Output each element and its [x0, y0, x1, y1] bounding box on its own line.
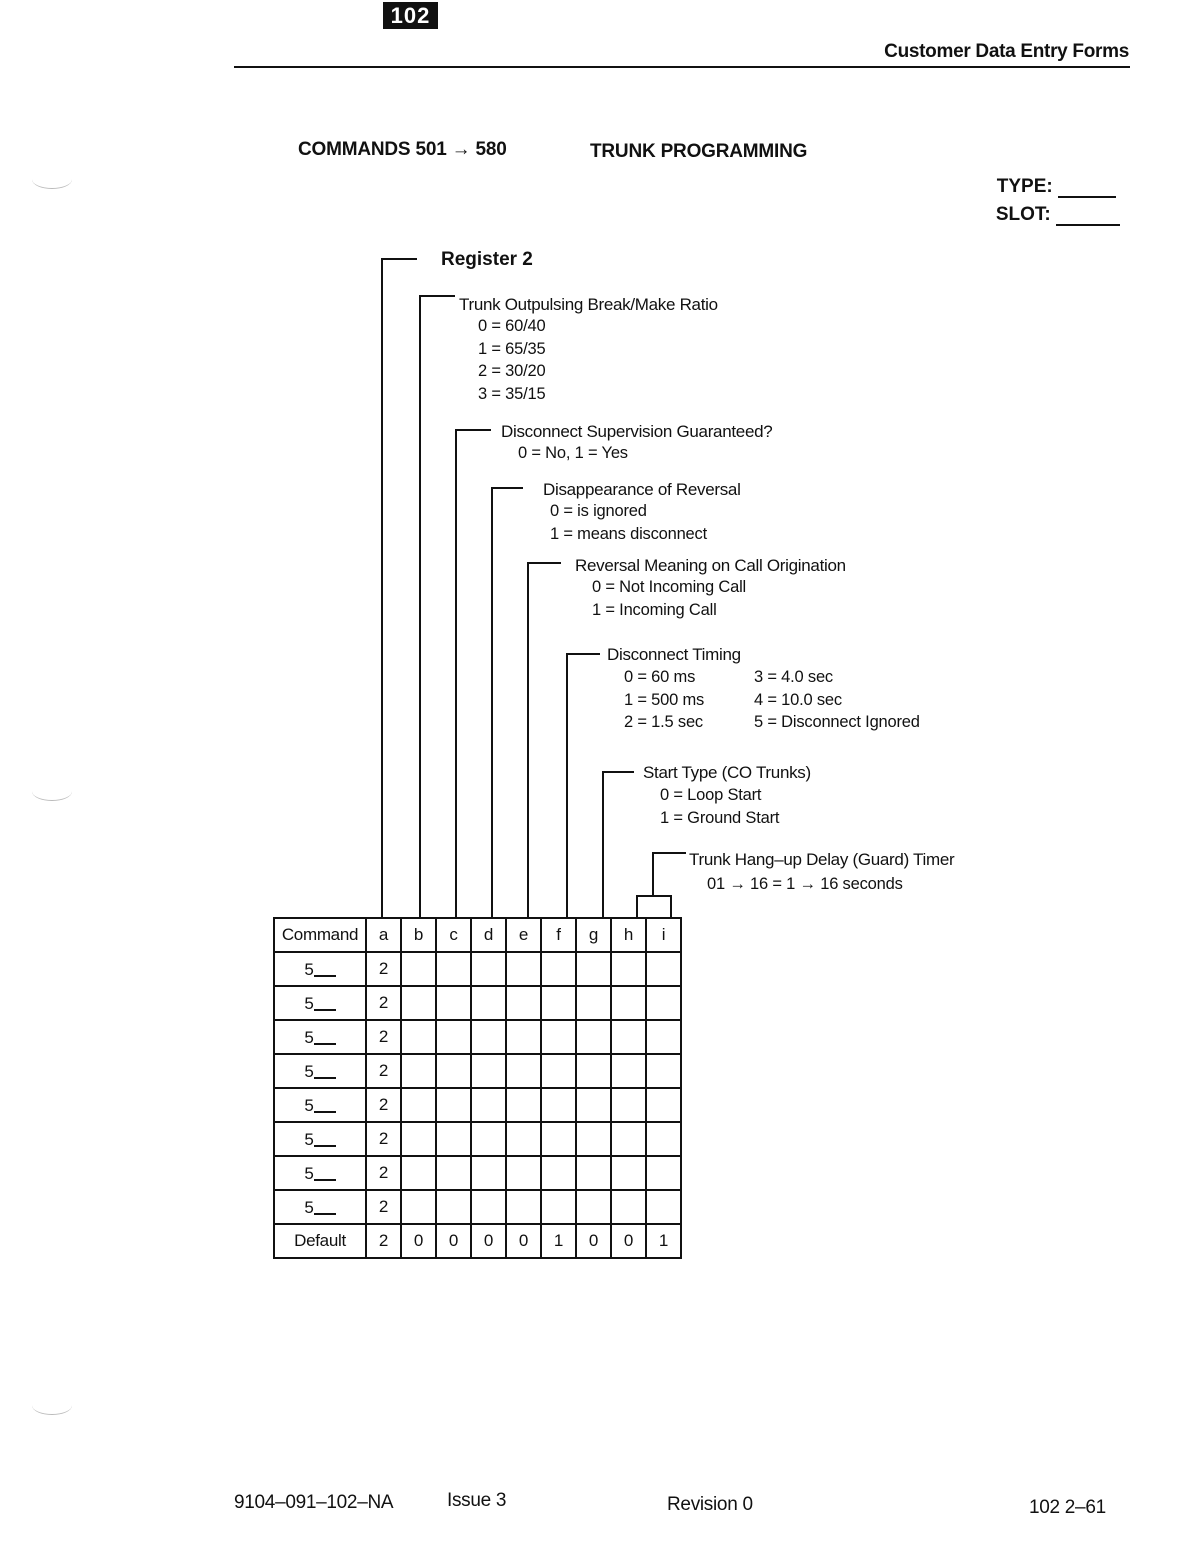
slot-label: SLOT: [995, 204, 1051, 225]
command-range: COMMANDS 501 → 580 [298, 139, 507, 160]
cell-d[interactable] [471, 1190, 506, 1224]
type-field[interactable] [997, 176, 1116, 198]
command-prefix: 5 [304, 1027, 314, 1047]
header-g: g [576, 918, 611, 952]
command-cell[interactable] [274, 1054, 366, 1088]
cell-i[interactable] [646, 1088, 681, 1122]
option: 1 = 500 ms [624, 690, 705, 709]
cell-d[interactable] [471, 952, 506, 986]
cell-h[interactable] [611, 1088, 646, 1122]
slot-field[interactable] [996, 204, 1120, 226]
command-prefix: 5 [304, 959, 314, 979]
option: 0 = is ignored [550, 502, 647, 520]
leader-c [455, 429, 457, 919]
page-title: TRUNK PROGRAMMING [590, 141, 808, 162]
page-badge: 102 [383, 2, 438, 29]
command-prefix: 5 [304, 1197, 314, 1217]
cell-a: 2 [366, 1088, 401, 1122]
header-rule [234, 66, 1130, 68]
cell-f[interactable] [541, 952, 576, 986]
command-cell[interactable] [274, 1122, 366, 1156]
cell-b[interactable] [401, 952, 436, 986]
table-row [274, 986, 681, 1020]
cell-g[interactable] [576, 1122, 611, 1156]
table-row [274, 1054, 681, 1088]
cell-f[interactable] [541, 986, 576, 1020]
command-prefix: 5 [304, 1095, 314, 1115]
cell-h[interactable] [611, 986, 646, 1020]
cell-f[interactable] [541, 1054, 576, 1088]
leader-d-tick [491, 487, 523, 489]
type-label: TYPE: [996, 176, 1053, 197]
cell-i[interactable] [646, 1190, 681, 1224]
cell-h[interactable] [611, 1122, 646, 1156]
cell-c[interactable] [436, 1054, 471, 1088]
field-b-title: Trunk Outpulsing Break/Make Ratio [459, 295, 718, 314]
cell-a: 2 [366, 1156, 401, 1190]
default-row [274, 1224, 681, 1258]
cell-b[interactable] [401, 1088, 436, 1122]
cell-h[interactable] [611, 1190, 646, 1224]
option: 0 = Not Incoming Call [592, 578, 747, 596]
command-prefix: 5 [304, 1163, 314, 1183]
default-f: 1 [541, 1224, 576, 1258]
cell-e[interactable] [506, 1190, 541, 1224]
cell-g[interactable] [576, 1190, 611, 1224]
cell-g[interactable] [576, 1156, 611, 1190]
command-blank[interactable] [314, 993, 336, 1011]
field-f-options-col1 [624, 666, 704, 734]
cell-c[interactable] [436, 986, 471, 1020]
cell-c[interactable] [436, 1156, 471, 1190]
cell-d[interactable] [471, 1156, 506, 1190]
command-blank[interactable] [314, 1163, 336, 1181]
cell-g[interactable] [576, 1020, 611, 1054]
option: 0 = No, 1 = Yes [518, 444, 628, 462]
command-prefix: 5 [304, 993, 314, 1013]
leader-g [602, 771, 604, 919]
field-c-title: Disconnect Supervision Guaranteed? [501, 422, 773, 441]
option: 2 = 30/20 [478, 362, 546, 380]
option: 1 = 65/35 [478, 339, 546, 358]
table-row [274, 1190, 681, 1224]
cell-e[interactable] [506, 952, 541, 986]
cell-d[interactable] [471, 986, 506, 1020]
command-prefix: 5 [304, 1129, 314, 1149]
command-blank[interactable] [314, 959, 336, 977]
header-f: f [541, 918, 576, 952]
cell-h[interactable] [611, 1020, 646, 1054]
type-blank[interactable] [1058, 176, 1116, 198]
cell-e[interactable] [506, 1088, 541, 1122]
cell-i[interactable] [646, 1156, 681, 1190]
cell-c[interactable] [436, 1020, 471, 1054]
default-h: 0 [611, 1224, 646, 1258]
command-prefix: 5 [304, 1061, 314, 1081]
cell-e[interactable] [506, 1156, 541, 1190]
cell-a: 2 [366, 986, 401, 1020]
default-d: 0 [471, 1224, 506, 1258]
cell-e[interactable] [506, 1054, 541, 1088]
leader-c-tick [455, 429, 491, 431]
command-blank[interactable] [314, 1027, 336, 1045]
footer-revision: Revision 0 [667, 1494, 753, 1515]
cell-h[interactable] [611, 1054, 646, 1088]
cell-f[interactable] [541, 1122, 576, 1156]
cell-g[interactable] [576, 1088, 611, 1122]
cell-b[interactable] [401, 1054, 436, 1088]
table-row [274, 1088, 681, 1122]
header-a: a [366, 918, 401, 952]
field-b-options [478, 315, 545, 405]
cell-a: 2 [366, 1020, 401, 1054]
header-title: Customer Data Entry Forms [884, 41, 1129, 62]
table-row [274, 1156, 681, 1190]
slot-blank[interactable] [1056, 204, 1120, 226]
command-blank[interactable] [314, 1061, 336, 1079]
cell-c[interactable] [436, 952, 471, 986]
cell-e[interactable] [506, 1122, 541, 1156]
leader-hi [652, 852, 654, 896]
field-g-title: Start Type (CO Trunks) [643, 763, 811, 782]
command-cell[interactable] [274, 1020, 366, 1054]
footer-issue: Issue 3 [447, 1490, 507, 1511]
field-e-options [592, 576, 746, 621]
default-a: 2 [366, 1224, 401, 1258]
cell-i[interactable] [646, 1122, 681, 1156]
cell-c[interactable] [436, 1190, 471, 1224]
option: 01 → 16 = 1 → 16 seconds [707, 875, 903, 893]
cell-g[interactable] [576, 986, 611, 1020]
footer-page: 102 2–61 [1029, 1497, 1106, 1518]
cell-f[interactable] [541, 1156, 576, 1190]
leader-b-tick [419, 295, 455, 297]
option: 0 = 60 ms [624, 668, 696, 686]
option: 1 = means disconnect [550, 524, 707, 543]
footer-doc-number: 9104–091–102–NA [234, 1492, 394, 1513]
default-c: 0 [436, 1224, 471, 1258]
command-blank[interactable] [314, 1129, 336, 1147]
cell-e[interactable] [506, 986, 541, 1020]
command-cell[interactable] [274, 1190, 366, 1224]
cell-g[interactable] [576, 1054, 611, 1088]
command-blank[interactable] [314, 1197, 336, 1215]
cell-b[interactable] [401, 1020, 436, 1054]
cell-a: 2 [366, 952, 401, 986]
field-hi-title: Trunk Hang–up Delay (Guard) Timer [689, 850, 955, 869]
cell-a: 2 [366, 1190, 401, 1224]
cell-b[interactable] [401, 986, 436, 1020]
default-label: Default [274, 1224, 366, 1258]
field-f-title: Disconnect Timing [607, 645, 741, 664]
header-h: h [611, 918, 646, 952]
option: 5 = Disconnect Ignored [754, 713, 920, 731]
leader-e [527, 562, 529, 919]
table-header-row [274, 918, 681, 952]
cell-c[interactable] [436, 1122, 471, 1156]
command-cell[interactable] [274, 1156, 366, 1190]
cell-f[interactable] [541, 1088, 576, 1122]
cell-a: 2 [366, 1122, 401, 1156]
field-hi-options [707, 873, 903, 896]
cell-i[interactable] [646, 1054, 681, 1088]
command-cell[interactable] [274, 1088, 366, 1122]
field-f-options-col2 [754, 666, 920, 734]
leader-g-tick [602, 771, 634, 773]
leader-d [491, 487, 493, 919]
field-c-options [518, 442, 628, 465]
bracket-hi-left [636, 895, 638, 919]
leader-b [419, 295, 421, 919]
cell-i[interactable] [646, 1020, 681, 1054]
scan-mark [32, 782, 72, 801]
table-row [274, 952, 681, 986]
header-command: Command [274, 918, 366, 952]
header-e: e [506, 918, 541, 952]
cell-d[interactable] [471, 1054, 506, 1088]
option: 2 = 1.5 sec [624, 713, 703, 731]
cell-b[interactable] [401, 1190, 436, 1224]
command-cell[interactable] [274, 986, 366, 1020]
leader-hi-tick [652, 852, 686, 854]
cell-c[interactable] [436, 1088, 471, 1122]
cell-b[interactable] [401, 1122, 436, 1156]
cell-d[interactable] [471, 1088, 506, 1122]
header-b: b [401, 918, 436, 952]
cell-i[interactable] [646, 952, 681, 986]
cell-b[interactable] [401, 1156, 436, 1190]
scan-mark [32, 170, 72, 189]
leader-a-tick [381, 258, 417, 260]
header-d: d [471, 918, 506, 952]
cell-d[interactable] [471, 1122, 506, 1156]
cell-g[interactable] [576, 952, 611, 986]
header-i: i [646, 918, 681, 952]
option: 3 = 4.0 sec [754, 668, 833, 686]
option: 0 = 60/40 [478, 317, 546, 335]
cell-d[interactable] [471, 1020, 506, 1054]
table-row [274, 1020, 681, 1054]
cell-i[interactable] [646, 986, 681, 1020]
leader-e-tick [527, 562, 561, 564]
table-row [274, 1122, 681, 1156]
entry-table [273, 917, 682, 1259]
bracket-hi-top [636, 895, 672, 897]
cell-e[interactable] [506, 1020, 541, 1054]
field-e-title: Reversal Meaning on Call Origination [575, 556, 846, 575]
bracket-hi-right [670, 895, 672, 919]
entry-rows [274, 952, 681, 1224]
option: 1 = Ground Start [660, 808, 780, 827]
default-i: 1 [646, 1224, 681, 1258]
cell-h[interactable] [611, 952, 646, 986]
default-b: 0 [401, 1224, 436, 1258]
header-c: c [436, 918, 471, 952]
field-d-title: Disappearance of Reversal [543, 480, 741, 499]
scan-mark [32, 1396, 72, 1415]
field-d-options [550, 500, 707, 545]
default-e: 0 [506, 1224, 541, 1258]
option: 0 = Loop Start [660, 786, 762, 804]
option: 1 = Incoming Call [592, 600, 717, 619]
option: 4 = 10.0 sec [754, 690, 842, 709]
register-label: Register 2 [441, 249, 533, 270]
leader-f-tick [566, 653, 600, 655]
cell-h[interactable] [611, 1156, 646, 1190]
command-blank[interactable] [314, 1095, 336, 1113]
default-g: 0 [576, 1224, 611, 1258]
field-g-options [660, 784, 779, 829]
cell-a: 2 [366, 1054, 401, 1088]
leader-a [381, 258, 383, 919]
command-cell[interactable] [274, 952, 366, 986]
option: 3 = 35/15 [478, 384, 546, 403]
leader-f [566, 653, 568, 919]
cell-f[interactable] [541, 1190, 576, 1224]
cell-f[interactable] [541, 1020, 576, 1054]
